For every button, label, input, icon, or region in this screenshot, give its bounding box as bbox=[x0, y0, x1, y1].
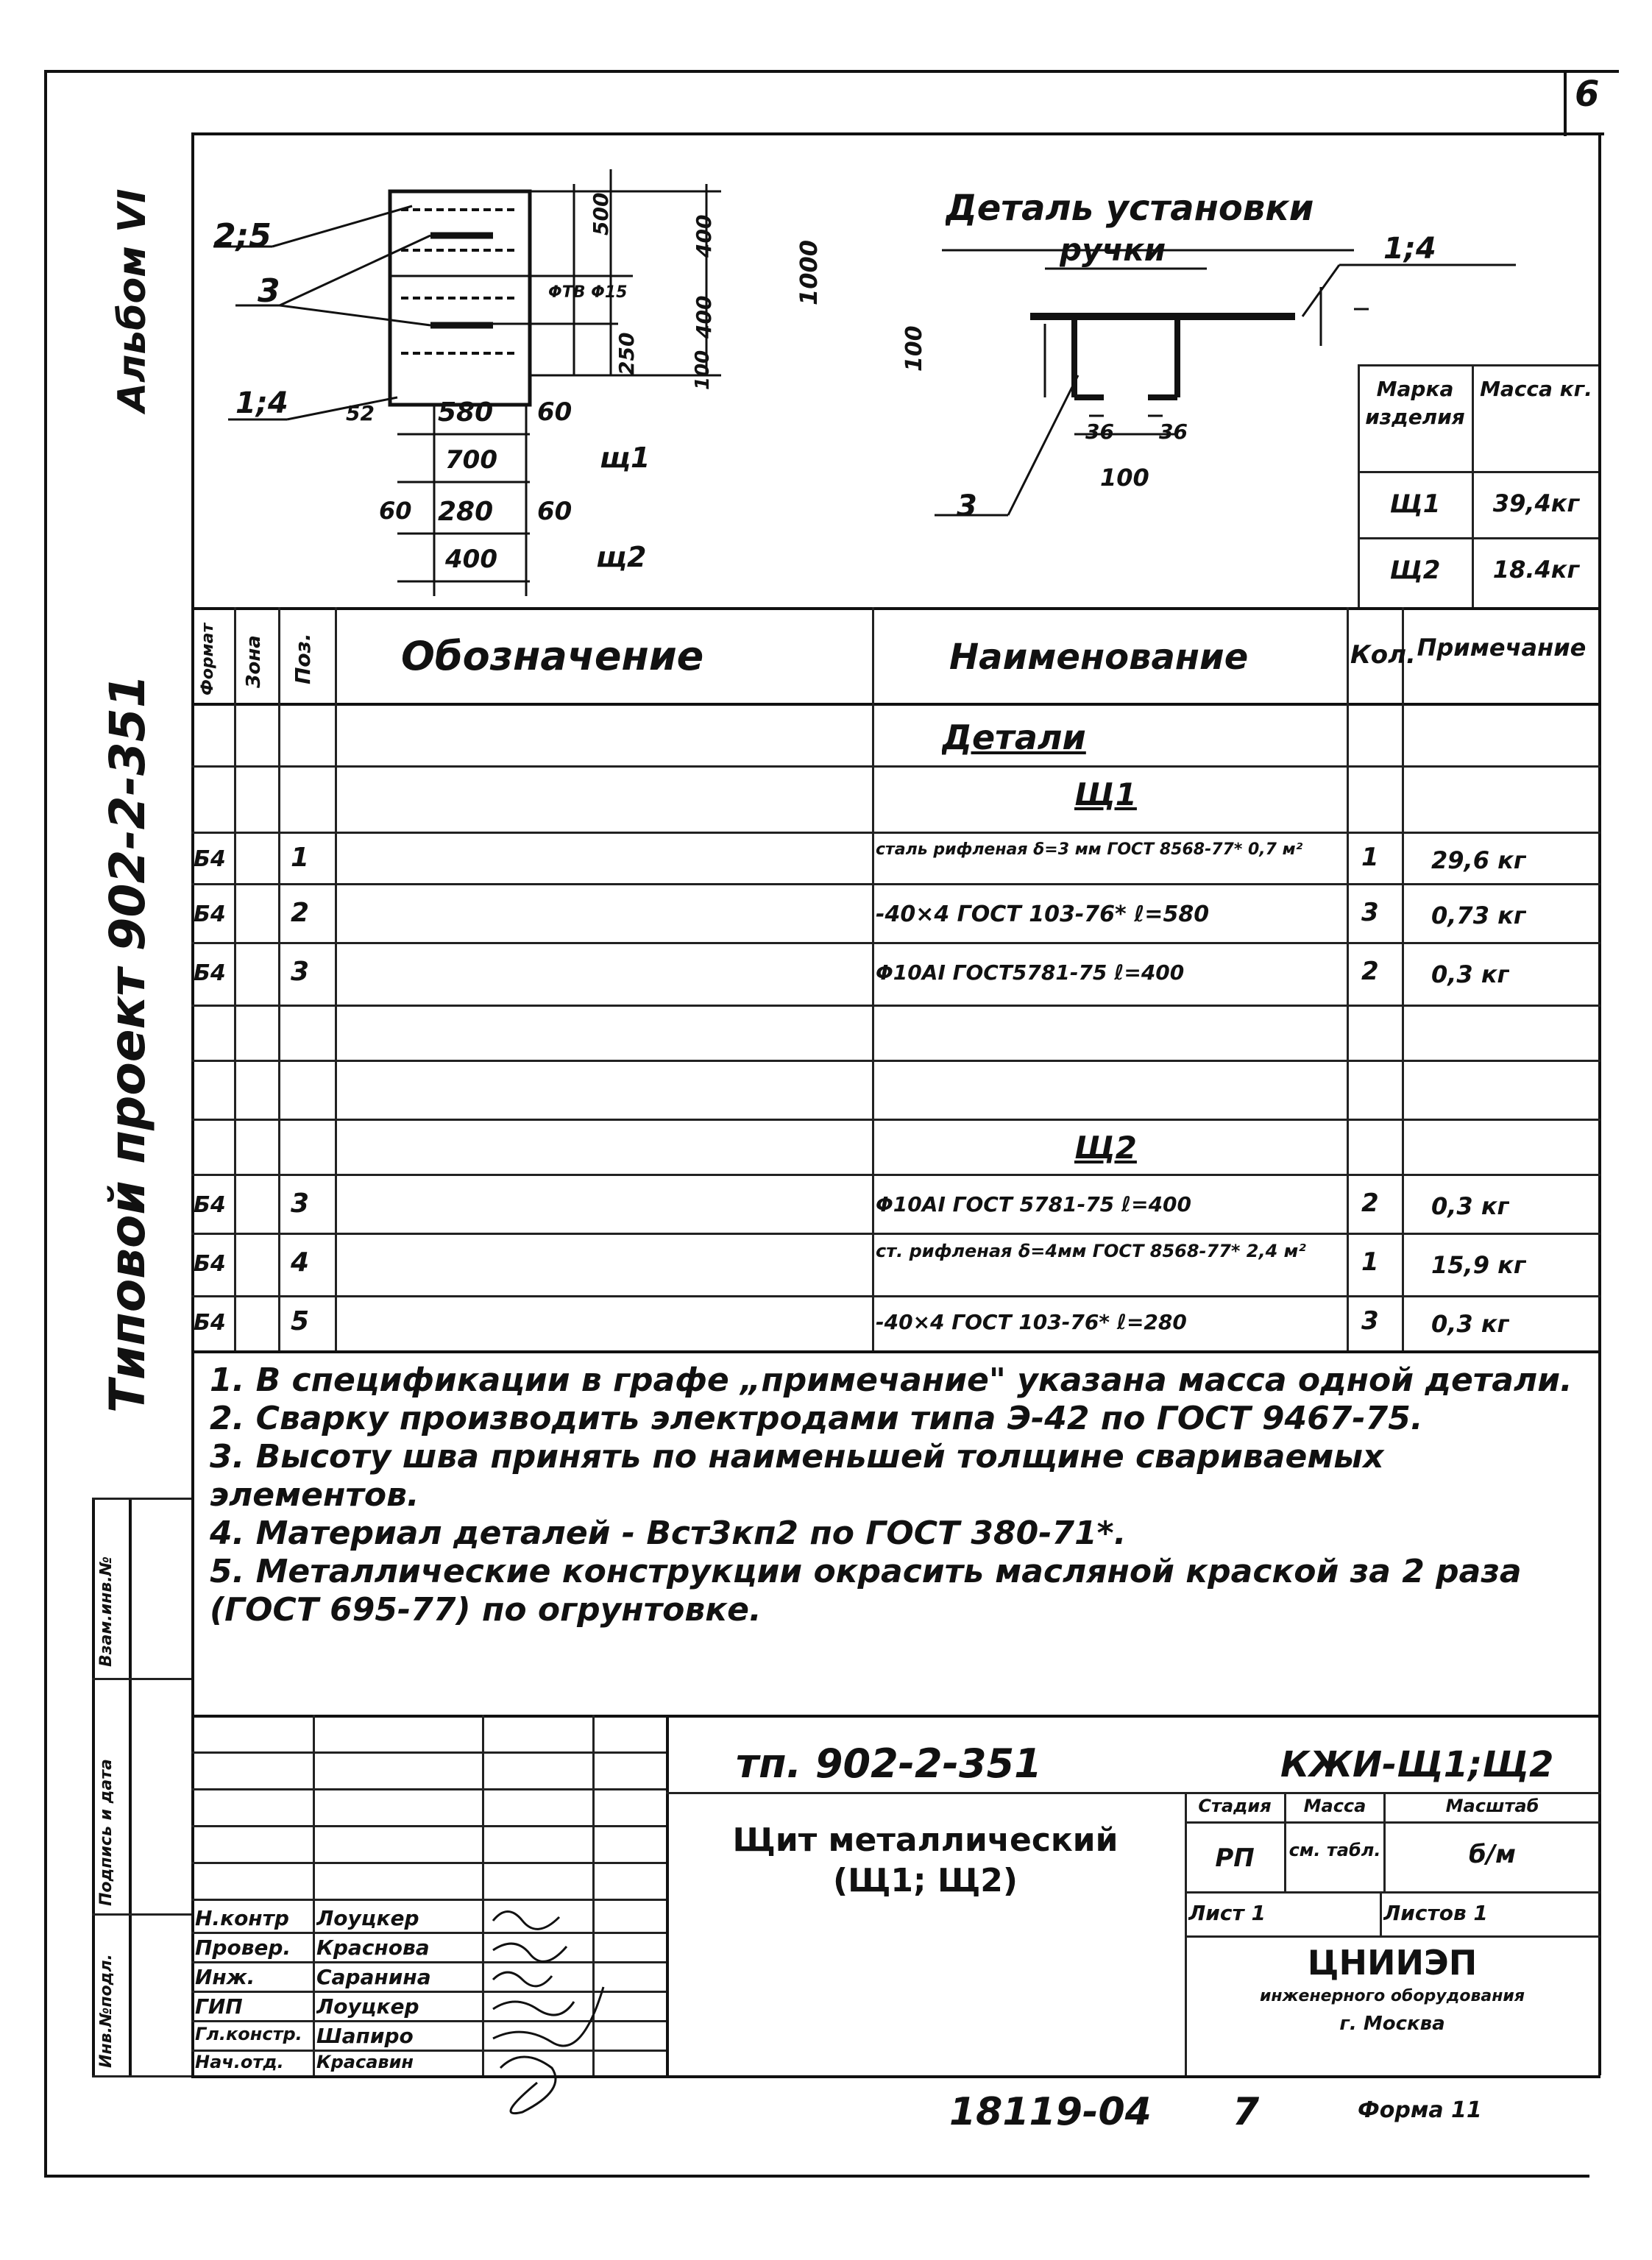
doc-name-line1: Щит металлический bbox=[732, 1821, 1119, 1859]
signer-4-name: Лоуцкер bbox=[316, 1994, 419, 2019]
spec-header-kol: Кол. bbox=[1350, 640, 1416, 670]
dim-100: 100 bbox=[692, 350, 714, 390]
mass-row-2-mass: 18.4кг bbox=[1492, 556, 1580, 584]
outer-border-left bbox=[44, 70, 47, 2175]
stamp-sep-3 bbox=[92, 1913, 191, 1916]
spec-row-2-mass: 0,73 кг bbox=[1431, 901, 1526, 929]
dim-500: 500 bbox=[589, 192, 613, 235]
spec-row-6-name: -40×4 ГОСТ 103-76* ℓ=280 bbox=[876, 1310, 1187, 1334]
spec-row-2-name: -40×4 ГОСТ 103-76* ℓ=580 bbox=[876, 901, 1210, 927]
spec-section-title: Детали bbox=[942, 718, 1086, 757]
detail-dim-100: 100 bbox=[901, 325, 927, 372]
stamp-vzam: Взам.инв.№ bbox=[97, 1556, 116, 1667]
spec-row-5-poz: 4 bbox=[291, 1247, 310, 1278]
signer-4-role: ГИП bbox=[195, 1994, 243, 2019]
dim-60c: 60 bbox=[379, 497, 412, 525]
spec-header-naim: Наименование bbox=[949, 637, 1249, 678]
org-line1: ЦНИИЭП bbox=[1307, 1943, 1478, 1983]
signer-5-role: Гл.констр. bbox=[195, 2024, 302, 2044]
stamp-col-left bbox=[92, 1498, 95, 2075]
stamp-col-mid bbox=[129, 1498, 132, 2075]
doc-mark: КЖИ-Щ1;Щ2 bbox=[1280, 1744, 1554, 1785]
signatures bbox=[478, 1899, 662, 2134]
rod-label: ΦΤΒ Φ15 bbox=[548, 283, 628, 302]
spec-header-poz: Поз. bbox=[291, 633, 315, 684]
detail-dim-w100: 100 bbox=[1100, 464, 1149, 492]
spec-row-5-mass: 15,9 кг bbox=[1431, 1251, 1526, 1279]
spec-row-5-name: ст. рифленая δ=4мм ГОСТ 8568-77* 2,4 м² bbox=[876, 1241, 1306, 1261]
signer-6-role: Нач.отд. bbox=[195, 2052, 284, 2072]
detail-subtitle: ручки bbox=[1060, 232, 1166, 268]
dim-400a: 400 bbox=[692, 214, 716, 258]
note-3: 3. Высоту шва принять по наименьшей толщине свариваемых элементов. bbox=[210, 1438, 1384, 1514]
detail-scale-leader: 1;4 bbox=[1383, 232, 1436, 266]
signer-3-role: Инж. bbox=[195, 1965, 255, 1989]
spec-row-6-qty: 3 bbox=[1361, 1306, 1379, 1336]
spec-row-1-mass: 29,6 кг bbox=[1431, 846, 1526, 874]
spec-group-1-title: Щ1 bbox=[1074, 776, 1137, 812]
spec-row-1-poz: 1 bbox=[291, 843, 310, 873]
massa-label: Масса bbox=[1303, 1796, 1366, 1816]
stadia-value: РП bbox=[1215, 1843, 1255, 1873]
stamp-sep-2 bbox=[92, 1678, 191, 1680]
detail-title: Деталь установки bbox=[946, 188, 1314, 229]
doc-name-line2: (Щ1; Щ2) bbox=[832, 1862, 1018, 1899]
spec-row-5-format: Б4 bbox=[194, 1251, 226, 1277]
sheet-number-box bbox=[1564, 70, 1567, 136]
dim-60d: 60 bbox=[537, 497, 572, 526]
spec-row-2-qty: 3 bbox=[1361, 898, 1379, 927]
list-label: Лист 1 bbox=[1188, 1901, 1266, 1925]
footer-page: 7 bbox=[1233, 2090, 1260, 2134]
spec-group-2-title: Щ2 bbox=[1074, 1130, 1137, 1166]
stamp-podpis: Подпись и дата bbox=[97, 1759, 116, 1906]
label-shch2: щ2 bbox=[596, 541, 647, 573]
dim-250: 250 bbox=[614, 332, 639, 375]
dim-400b: 400 bbox=[692, 295, 716, 339]
spec-row-3-mass: 0,3 кг bbox=[1431, 960, 1510, 988]
masshtab-value: б/м bbox=[1469, 1840, 1516, 1869]
massa-value: см. табл. bbox=[1288, 1840, 1381, 1860]
detail-dim-36b: 36 bbox=[1159, 419, 1188, 444]
signer-1-name: Лоуцкер bbox=[316, 1906, 419, 1930]
masshtab-label: Масштаб bbox=[1445, 1796, 1539, 1816]
mass-row-1-mass: 39,4кг bbox=[1492, 489, 1580, 517]
album-label: Альбом VI bbox=[110, 188, 155, 412]
detail-dim-36a: 36 bbox=[1085, 419, 1114, 444]
spec-header-format: Формат bbox=[199, 623, 217, 695]
spec-header-prim: Примечание bbox=[1417, 634, 1587, 662]
stamp-sep-1 bbox=[92, 1498, 191, 1500]
spec-row-1-name: сталь рифленая δ=3 мм ГОСТ 8568-77* 0,7 м² bbox=[876, 840, 1303, 859]
dim-580: 580 bbox=[438, 397, 494, 428]
spec-row-4-format: Б4 bbox=[194, 1192, 226, 1218]
stamp-inv: Инв.№подл. bbox=[97, 1954, 116, 2068]
spec-row-6-format: Б4 bbox=[194, 1310, 226, 1336]
leader-label-2-5: 2;5 bbox=[213, 217, 272, 255]
org-line3: г. Москва bbox=[1339, 2013, 1445, 2035]
project-label: Типовой проект 902-2-351 bbox=[99, 674, 156, 1413]
detail-leader-3: 3 bbox=[957, 489, 977, 523]
note-1: 1. В спецификации в графе „примечание" указана масса одной детали. bbox=[210, 1361, 1573, 1399]
mass-row-1-mark: Щ1 bbox=[1389, 489, 1441, 519]
drawing-area bbox=[191, 132, 1600, 607]
outer-border-top bbox=[44, 70, 1619, 73]
spec-header-oboz: Обозначение bbox=[401, 633, 704, 679]
signer-6-name: Красавин bbox=[316, 2052, 414, 2072]
dim-side-52: 52 bbox=[346, 401, 375, 425]
footer-forma: Форма 11 bbox=[1358, 2097, 1482, 2123]
footer-number: 18119-04 bbox=[949, 2090, 1152, 2134]
spec-row-4-mass: 0,3 кг bbox=[1431, 1192, 1510, 1220]
dim-1000: 1000 bbox=[795, 239, 823, 305]
org-line2: инженерного оборудования bbox=[1260, 1987, 1525, 2005]
dim-280: 280 bbox=[438, 497, 494, 527]
listov-label: Листов 1 bbox=[1383, 1901, 1488, 1925]
spec-row-6-mass: 0,3 кг bbox=[1431, 1310, 1510, 1338]
leader-label-1-4: 1;4 bbox=[235, 386, 288, 420]
stamp-sep-4 bbox=[92, 2075, 191, 2077]
signer-3-name: Саранина bbox=[316, 1965, 431, 1989]
dim-700: 700 bbox=[445, 445, 497, 475]
sheet-number: 6 bbox=[1575, 74, 1600, 115]
weld-marks bbox=[401, 210, 519, 353]
signer-2-name: Краснова bbox=[316, 1935, 430, 1960]
signer-2-role: Провер. bbox=[195, 1935, 291, 1960]
spec-row-4-poz: 3 bbox=[291, 1189, 310, 1219]
dim-400: 400 bbox=[445, 545, 497, 574]
spec-row-3-qty: 2 bbox=[1361, 957, 1379, 986]
dim-60a: 60 bbox=[537, 397, 572, 427]
label-shch1: щ1 bbox=[600, 442, 650, 474]
outer-border-bottom bbox=[44, 2175, 1589, 2178]
spec-row-3-name: Φ10АI ГОСТ5781-75 ℓ=400 bbox=[876, 960, 1185, 985]
spec-row-4-qty: 2 bbox=[1361, 1189, 1379, 1218]
mass-row-2-mark: Щ2 bbox=[1389, 556, 1441, 585]
leader-label-3: 3 bbox=[258, 272, 280, 310]
spec-row-2-poz: 2 bbox=[291, 898, 310, 928]
spec-row-2-format: Б4 bbox=[194, 901, 226, 927]
signer-1-role: Н.контр bbox=[195, 1906, 289, 1930]
note-4: 4. Материал деталей - Вст3кп2 по ГОСТ 380-71*. bbox=[210, 1515, 1127, 1552]
spec-row-4-name: Φ10АI ГОСТ 5781-75 ℓ=400 bbox=[876, 1192, 1192, 1216]
stadia-label: Стадия bbox=[1198, 1796, 1272, 1816]
doc-code: тп. 902-2-351 bbox=[736, 1740, 1042, 1787]
mass-header-mass: Масса кг. bbox=[1480, 377, 1592, 401]
spec-row-3-poz: 3 bbox=[291, 957, 310, 987]
signer-5-name: Шапиро bbox=[316, 2024, 414, 2048]
spec-row-3-format: Б4 bbox=[194, 960, 226, 986]
spec-row-5-qty: 1 bbox=[1361, 1247, 1379, 1277]
notes bbox=[210, 1361, 1578, 1629]
spec-row-1-format: Б4 bbox=[194, 846, 226, 872]
note-5: 5. Металлические конструкции окрасить масляной краской за 2 раза (ГОСТ 695-77) по огрунтовке. bbox=[210, 1553, 1522, 1629]
mass-header-mark: Марка изделия bbox=[1365, 377, 1465, 429]
note-2: 2. Сварку производить электродами типа Э-42 по ГОСТ 9467-75. bbox=[210, 1400, 1423, 1437]
spec-row-6-poz: 5 bbox=[291, 1306, 310, 1336]
spec-header-zona: Зона bbox=[243, 635, 265, 688]
spec-row-1-qty: 1 bbox=[1361, 843, 1379, 872]
